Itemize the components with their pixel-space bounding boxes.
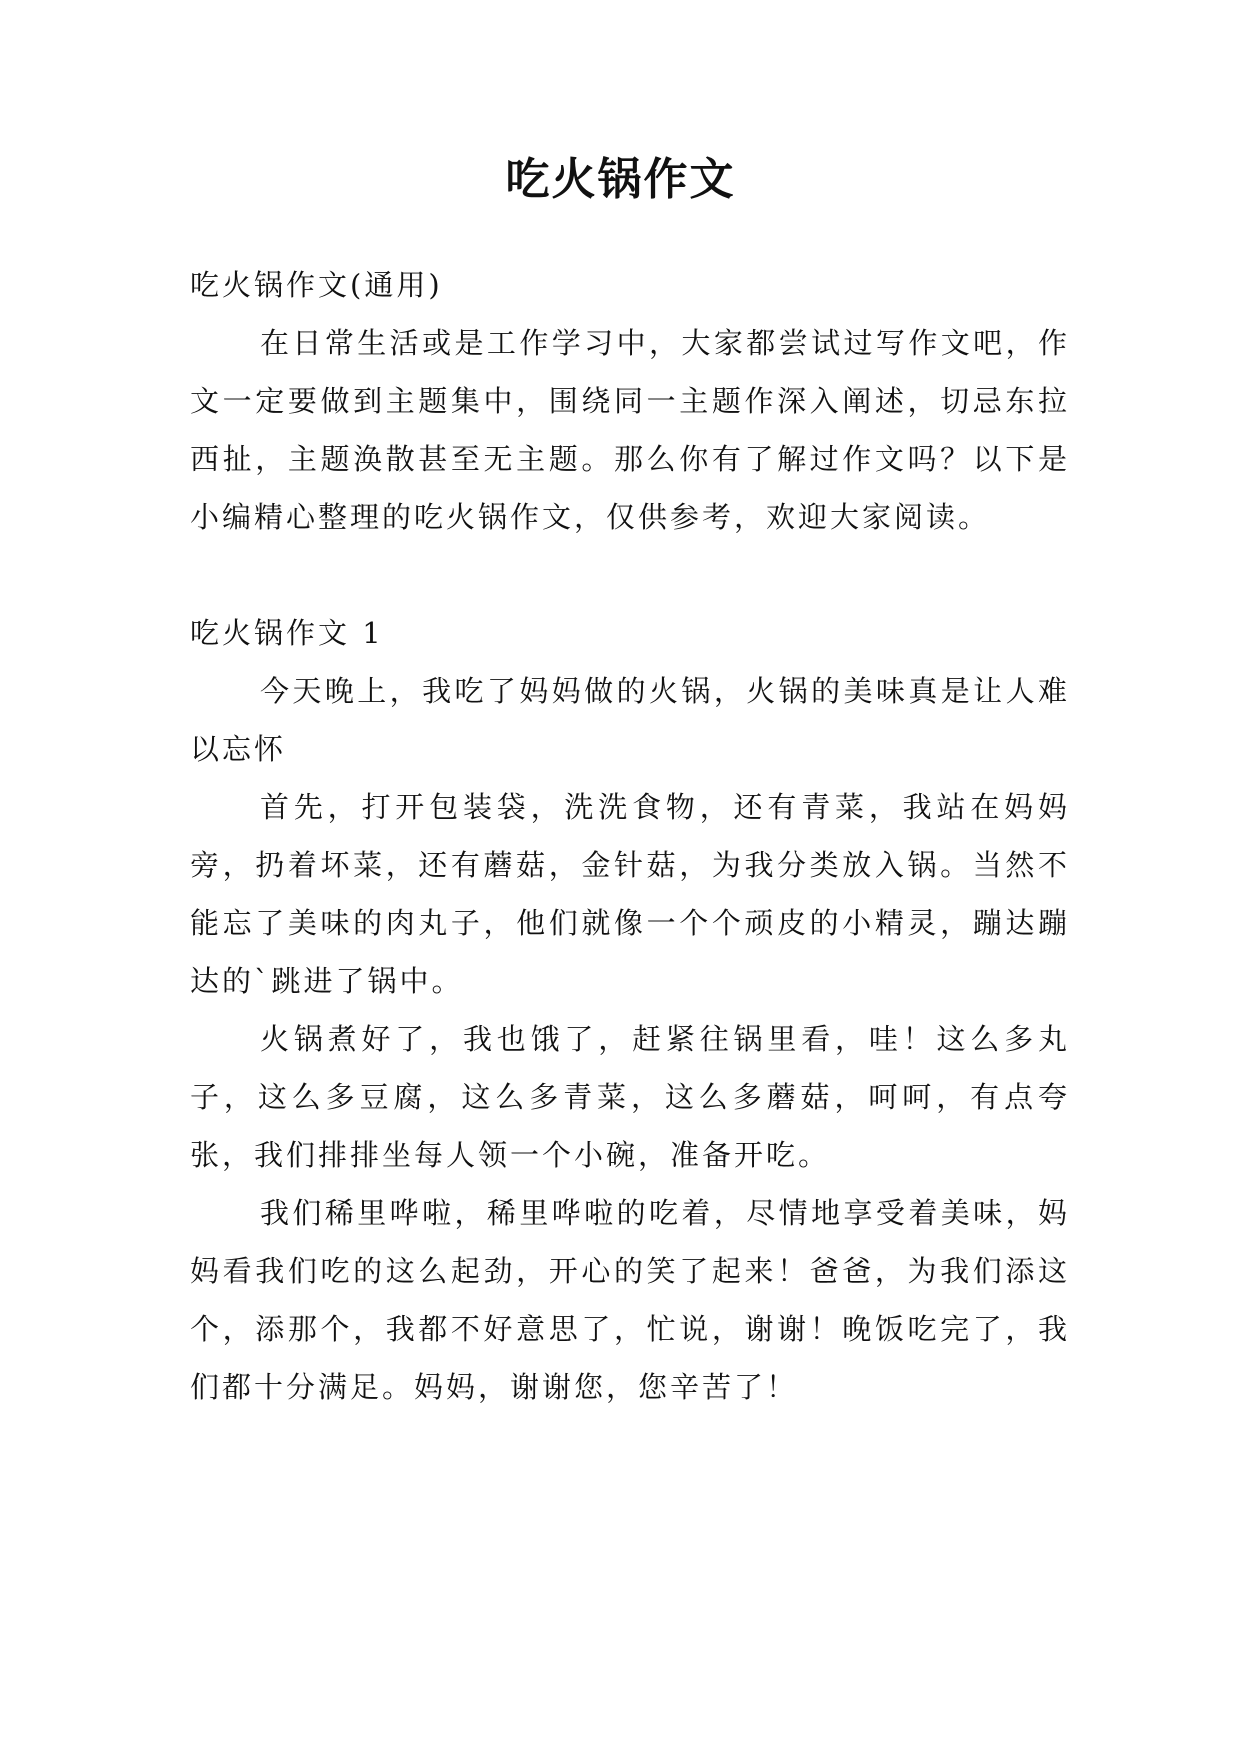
essay-heading: 吃火锅作文 1 [190, 616, 384, 650]
essay-paragraph: 首先，打开包装袋，洗洗食物，还有青菜，我站在妈妈旁，扔着坏菜，还有蘑菇，金针菇，为我分类放入锅。当然不能忘了美味的肉丸子，他们就像一个个顽皮的小精灵，蹦达蹦达的`跳进了锅中。 [190, 790, 1070, 998]
section-spacer [190, 546, 1070, 604]
document-subtitle: 吃火锅作文(通用) [190, 268, 443, 302]
essay-paragraph: 今天晚上，我吃了妈妈做的火锅，火锅的美味真是让人难以忘怀 [190, 674, 1070, 766]
document-body [190, 256, 1070, 1416]
intro-paragraph: 在日常生活或是工作学习中，大家都尝试过写作文吧，作文一定要做到主题集中，围绕同一主题作深入阐述，切忌东拉西扯，主题涣散甚至无主题。那么你有了解过作文吗？以下是小编精心整理的吃火锅作文，仅供参考，欢迎大家阅读。 [190, 326, 1070, 534]
essay-paragraph: 火锅煮好了，我也饿了，赶紧往锅里看，哇！这么多丸子，这么多豆腐，这么多青菜，这么多蘑菇，呵呵，有点夸张，我们排排坐每人领一个小碗，准备开吃。 [190, 1022, 1070, 1172]
essay-paragraph: 我们稀里哗啦，稀里哗啦的吃着，尽情地享受着美味，妈妈看我们吃的这么起劲，开心的笑了起来！爸爸，为我们添这个，添那个，我都不好意思了，忙说，谢谢！晚饭吃完了，我们都十分满足。妈妈，谢谢您，您辛苦了！ [190, 1196, 1070, 1404]
document-title: 吃火锅作文 [505, 154, 736, 205]
